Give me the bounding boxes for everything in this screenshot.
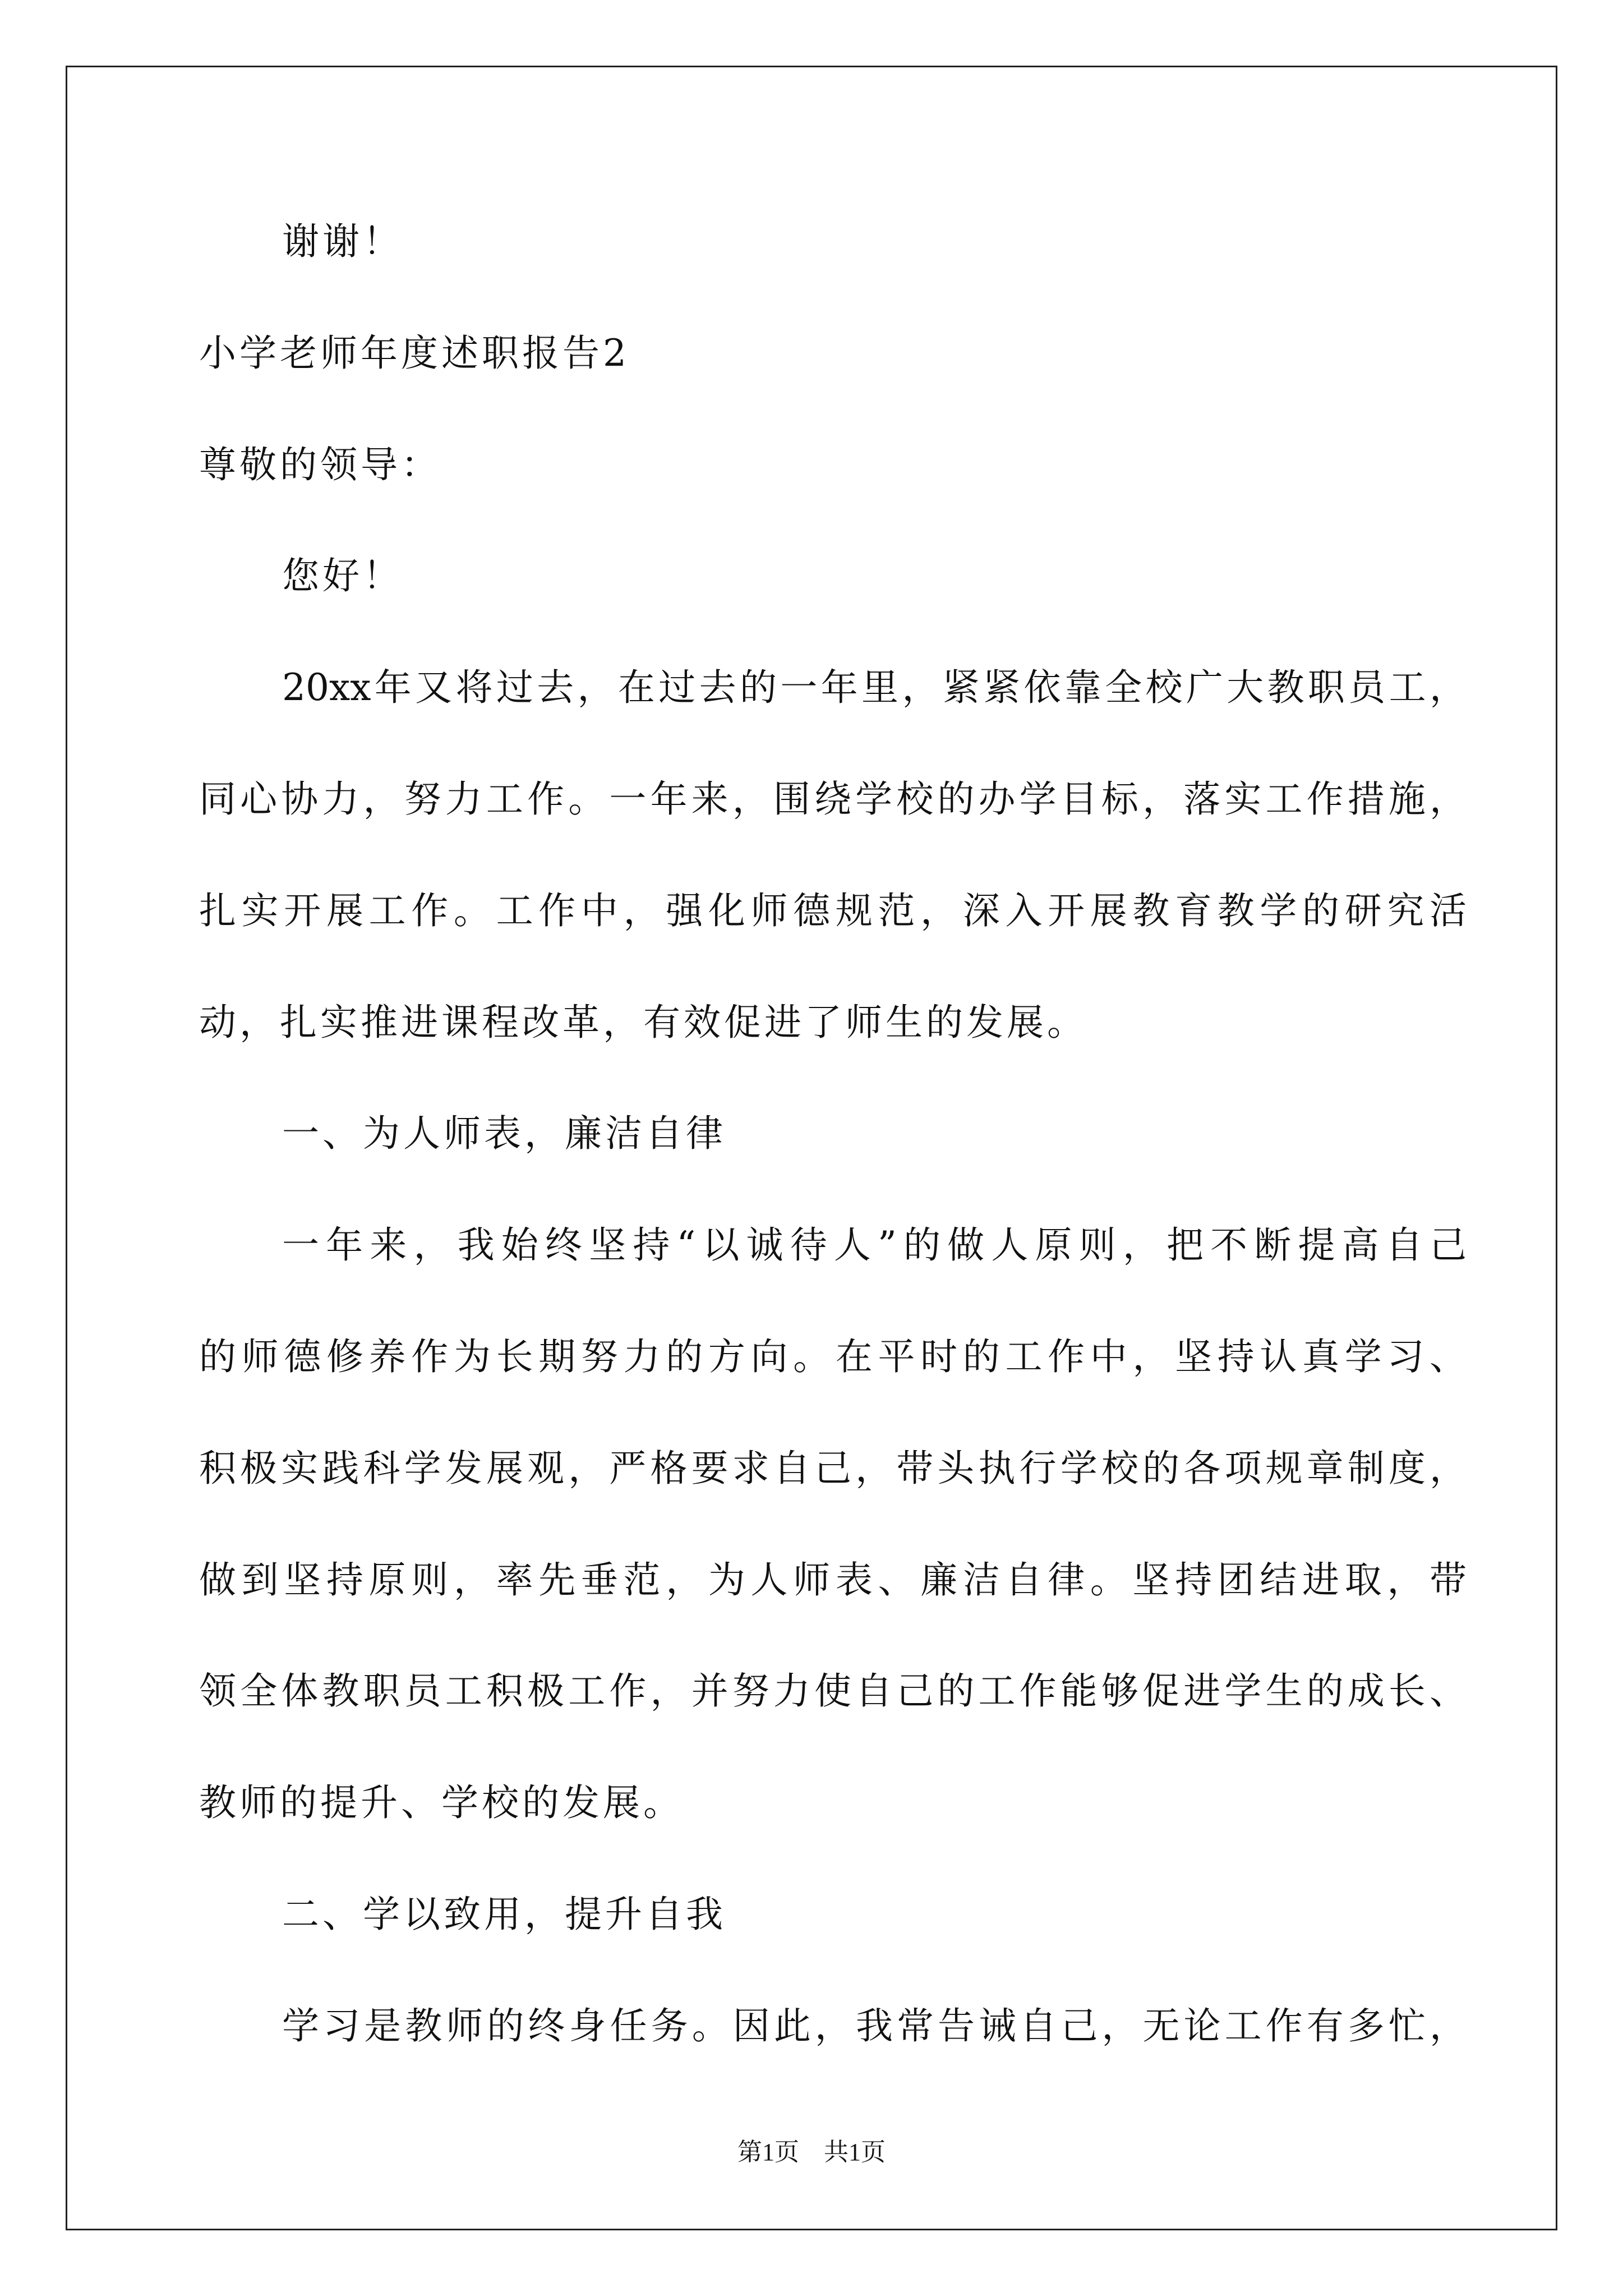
paragraph-line: 教师的提升、学校的发展。	[199, 1781, 684, 1824]
report-title: 小学老师年度述职报告2	[199, 332, 630, 375]
paragraph-line: 扎实开展工作。工作中，强化师德规范，深入开展教育教学的研究活	[199, 889, 1467, 932]
page-number-footer: 第1页 共1页	[737, 2138, 886, 2166]
paragraph-line: 积极实践科学发展观，严格要求自己，带头执行学校的各项规章制度，	[199, 1447, 1467, 1490]
closing-thanks: 谢谢！	[282, 220, 403, 263]
salutation: 尊敬的领导：	[199, 443, 441, 486]
paragraph-line: 领全体教职员工积极工作，并努力使自己的工作能够促进学生的成长、	[199, 1669, 1467, 1713]
paragraph-line: 的师德修养作为长期努力的方向。在平时的工作中，坚持认真学习、	[199, 1335, 1467, 1378]
paragraph-line: 动，扎实推进课程改革，有效促进了师生的发展。	[199, 1001, 1087, 1044]
paragraph-line: 同心协力，努力工作。一年来，围绕学校的办学目标，落实工作措施，	[199, 777, 1467, 821]
paragraph-line: 学习是教师的终身任务。因此，我常告诫自己，无论工作有多忙，	[282, 2004, 1467, 2047]
section-heading: 一、为人师表，廉洁自律	[282, 1112, 726, 1155]
section-heading: 二、学以致用，提升自我	[282, 1893, 726, 1936]
greeting: 您好！	[282, 554, 403, 597]
paragraph-line: 一年来，我始终坚持“以诚待人”的做人原则，把不断提高自己	[282, 1223, 1467, 1267]
paragraph-line: 做到坚持原则，率先垂范，为人师表、廉洁自律。坚持团结进取，带	[199, 1558, 1467, 1602]
paragraph-line: 20xx年又将过去，在过去的一年里，紧紧依靠全校广大教职员工，	[282, 666, 1467, 709]
